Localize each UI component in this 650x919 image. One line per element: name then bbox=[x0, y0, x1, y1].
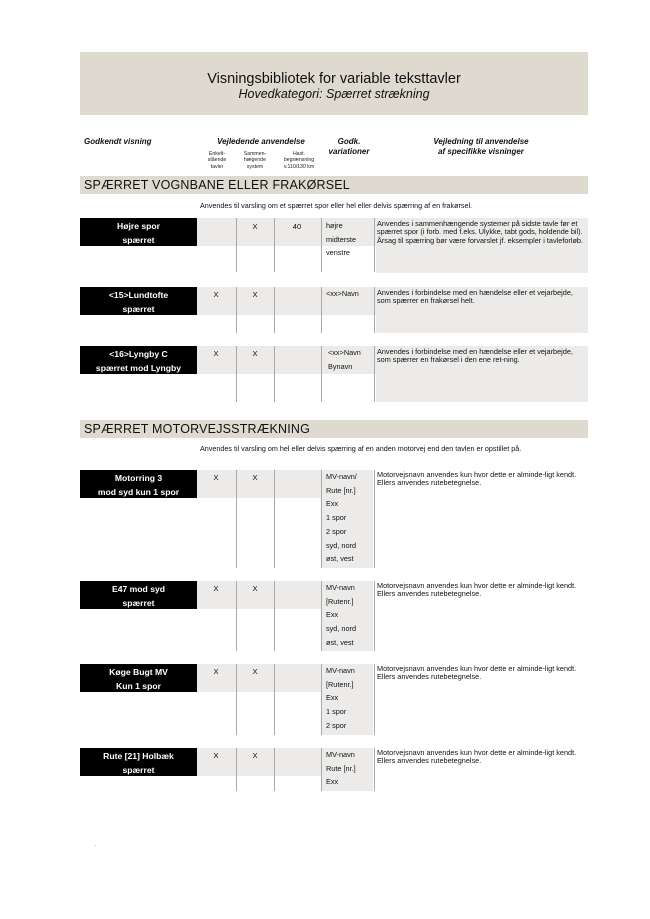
divider bbox=[236, 218, 237, 272]
connected-mark: X bbox=[252, 290, 258, 299]
divider bbox=[321, 346, 322, 402]
variation-item: øst, vest bbox=[326, 554, 354, 564]
sign-display bbox=[80, 581, 197, 609]
variations-list bbox=[326, 581, 356, 650]
sign-line: Rute [21] Holbæk bbox=[103, 751, 174, 761]
divider bbox=[274, 346, 275, 402]
sign-line: spærret bbox=[122, 304, 155, 314]
footer-mark: . bbox=[95, 842, 97, 848]
variations-list bbox=[326, 287, 359, 301]
sign-line: spærret bbox=[122, 235, 155, 245]
section-intro: Anvendes til varsling om et spærret spor eller hel eller delvis spærring af en frakørsel. bbox=[200, 201, 473, 210]
connected-mark: X bbox=[252, 751, 258, 760]
variation-item: syd, nord bbox=[326, 540, 357, 550]
sign-line: <15>Lundtofte bbox=[108, 290, 169, 300]
divider bbox=[236, 748, 237, 791]
divider bbox=[236, 470, 237, 568]
connected-mark: X bbox=[252, 584, 258, 593]
guidance-text: Anvendes i forbindelse med en hændelse eller et vejarbejde, som spærrer en frakørsel i den ene ret-ning. bbox=[377, 347, 573, 365]
variation-item: Exx bbox=[326, 777, 339, 787]
variation-item: midterste bbox=[326, 234, 357, 244]
divider bbox=[236, 287, 237, 333]
divider bbox=[374, 346, 375, 402]
sign-line: spærret mod Lyngby bbox=[95, 363, 182, 373]
sign-line: spærret bbox=[122, 765, 155, 775]
variations-list bbox=[328, 346, 361, 373]
variation-item: Rute [nr.] bbox=[326, 485, 356, 495]
sign-display bbox=[80, 664, 197, 692]
divider bbox=[274, 287, 275, 333]
divider bbox=[374, 470, 375, 568]
row-shade bbox=[376, 374, 588, 402]
divider bbox=[274, 664, 275, 735]
variation-item: <xx>Navn bbox=[328, 348, 361, 357]
page-title: Visningsbibliotek for variable teksttavler bbox=[207, 71, 461, 87]
col-standalone-header: Enkelt- stående tavler bbox=[207, 151, 227, 170]
divider bbox=[236, 346, 237, 402]
variation-item: syd, nord bbox=[326, 624, 357, 634]
col-variations-header: Godk. variationer bbox=[328, 137, 370, 156]
guidance-text: Motorvejsnavn anvendes kun hvor dette er alminde-ligt kendt. Ellers anvendes rutebetegnelse. bbox=[377, 581, 577, 599]
speed-value: 40 bbox=[292, 222, 302, 231]
variation-item: <xx>Navn bbox=[326, 289, 359, 298]
variation-item: 1 spor bbox=[326, 707, 347, 717]
sign-line: Motorring 3 bbox=[114, 473, 163, 483]
divider bbox=[374, 748, 375, 791]
standalone-mark: X bbox=[213, 584, 219, 593]
sign-display bbox=[80, 346, 197, 374]
sign-display bbox=[80, 218, 197, 246]
connected-mark: X bbox=[252, 349, 258, 358]
variations-list bbox=[326, 219, 356, 260]
variation-item: 2 spor bbox=[326, 526, 347, 536]
guidance-text: Motorvejsnavn anvendes kun hvor dette er alminde-ligt kendt. Ellers anvendes rutebetegnelse. bbox=[377, 470, 577, 488]
variation-item: Exx bbox=[326, 499, 339, 509]
section-header: SPÆRRET VOGNBANE ELLER FRAKØRSEL bbox=[80, 176, 588, 194]
connected-mark: X bbox=[252, 473, 258, 482]
sign-display bbox=[80, 470, 197, 498]
standalone-mark: X bbox=[213, 473, 219, 482]
sign-line: E47 mod syd bbox=[111, 584, 165, 594]
variation-item: Rute [nr.] bbox=[326, 763, 356, 773]
col-speed-header: Hast. begrænsning v.110/130 km bbox=[283, 151, 315, 170]
sign-line: <16>Lyngby C bbox=[109, 349, 168, 359]
variation-item: Exx bbox=[326, 610, 339, 620]
variations-list bbox=[326, 748, 356, 789]
standalone-mark: X bbox=[213, 667, 219, 676]
variation-item: MV-navn/ bbox=[326, 472, 357, 481]
section-intro: Anvendes til varsling om hel eller delvis spærring af en anden motorvej end den tavlen er opstillet på. bbox=[200, 444, 522, 453]
section-header: SPÆRRET MOTORVEJSSTRÆKNING bbox=[80, 420, 588, 438]
divider bbox=[236, 664, 237, 735]
standalone-mark: X bbox=[213, 290, 219, 299]
divider bbox=[321, 470, 322, 568]
col-guidance-header: Vejledning til anvendelse af specifikke visninger bbox=[433, 137, 529, 156]
divider bbox=[274, 218, 275, 272]
divider bbox=[321, 748, 322, 791]
sign-line: Højre spor bbox=[117, 221, 160, 231]
col-guiding-use-header: Vejledende anvendelse bbox=[217, 137, 305, 146]
variation-item: 2 spor bbox=[326, 720, 347, 730]
divider bbox=[236, 581, 237, 651]
standalone-mark: X bbox=[213, 751, 219, 760]
title-banner bbox=[80, 52, 588, 115]
sign-display bbox=[80, 748, 197, 776]
sign-line: spærret bbox=[122, 598, 155, 608]
col-approved-header: Godkendt visning bbox=[84, 137, 152, 146]
col-connected-header: Sammen- hægende system bbox=[243, 151, 267, 170]
guidance-text: Anvendes i forbindelse med en hændelse eller et vejarbejde, som spærrer en frakørsel helt. bbox=[377, 288, 573, 306]
page-subtitle: Hovedkategori: Spærret strækning bbox=[238, 87, 430, 101]
variation-item: Bynavn bbox=[328, 361, 353, 371]
divider bbox=[321, 664, 322, 735]
variation-item: MV-navn bbox=[326, 583, 355, 592]
divider bbox=[321, 287, 322, 333]
divider bbox=[374, 581, 375, 651]
divider bbox=[374, 218, 375, 272]
row-shade bbox=[376, 315, 588, 333]
variation-item: højre bbox=[326, 221, 343, 230]
guidance-text: Motorvejsnavn anvendes kun hvor dette er alminde-ligt kendt. Ellers anvendes rutebetegnelse. bbox=[377, 748, 577, 766]
variation-item: MV-navn bbox=[326, 666, 355, 675]
variation-item: MV-navn bbox=[326, 750, 355, 759]
guidance-text: Motorvejsnavn anvendes kun hvor dette er alminde-ligt kendt. Ellers anvendes rutebetegnelse. bbox=[377, 664, 577, 682]
sign-display bbox=[80, 287, 197, 315]
divider bbox=[274, 470, 275, 568]
standalone-mark: X bbox=[213, 349, 219, 358]
variation-item: [Rutenr.] bbox=[326, 679, 354, 689]
sign-line: Køge Bugt MV bbox=[109, 667, 168, 677]
variation-item: venstre bbox=[326, 248, 350, 258]
divider bbox=[321, 581, 322, 651]
connected-mark: X bbox=[252, 667, 258, 676]
variation-item: 1 spor bbox=[326, 513, 347, 523]
divider bbox=[374, 664, 375, 735]
divider bbox=[374, 287, 375, 333]
divider bbox=[321, 218, 322, 272]
divider bbox=[274, 748, 275, 791]
variation-item: øst, vest bbox=[326, 637, 354, 647]
variations-list bbox=[326, 664, 355, 733]
variation-item: Exx bbox=[326, 693, 339, 703]
row-shade bbox=[376, 246, 588, 273]
guidance-text: Anvendes i sammenhængende systemer på sidste tavle før et spærret spor (i forb. med f.eks. Ulykke, tabt gods, holdende bil). Årsag til spærring bør være forvarslet jf. eksempler i tavleforløb. bbox=[377, 219, 583, 245]
sign-line: mod syd kun 1 spor bbox=[97, 487, 180, 497]
sign-line: Kun 1 spor bbox=[116, 681, 161, 691]
variations-list bbox=[326, 470, 357, 566]
variation-item: [Rutenr.] bbox=[326, 596, 354, 606]
connected-mark: X bbox=[252, 222, 258, 231]
divider bbox=[274, 581, 275, 651]
